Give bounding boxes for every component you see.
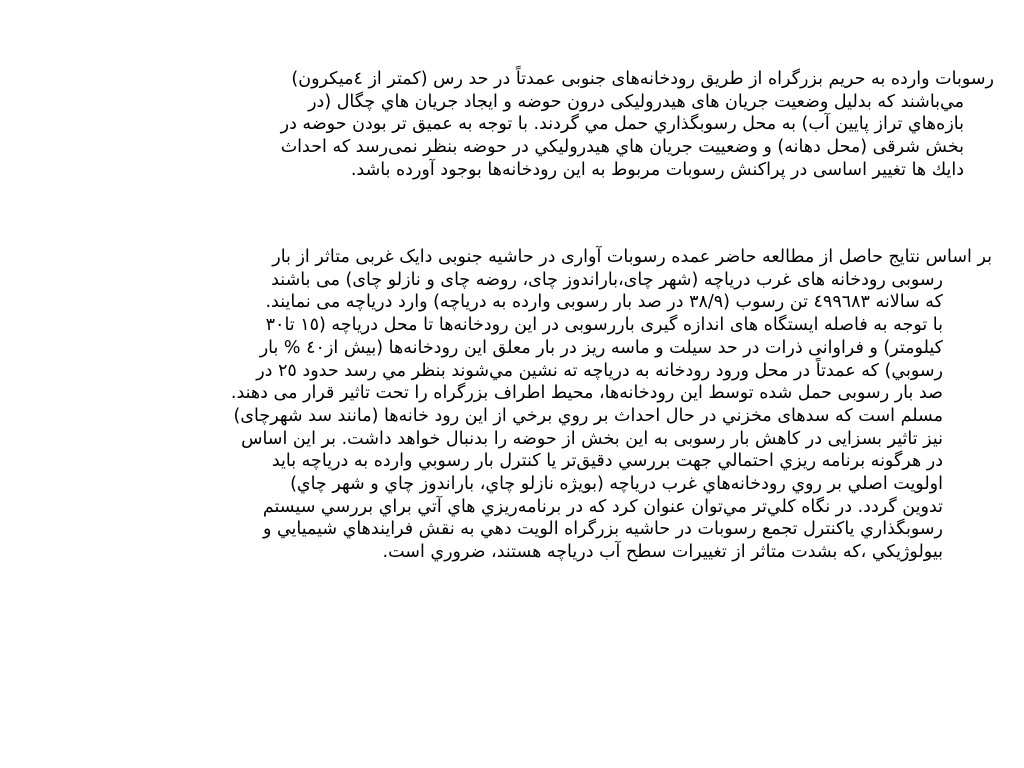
paragraph-line: رسوبي) كه عمدتاً در محل ورود رودخانه به درياچه ته نشين مي‌شوند بنظر مي رسد حدود ٢٥ در <box>256 360 943 381</box>
paragraph-line: در هرگونه برنامه ريزي احتمالي جهت بررسي دقيق‌تر يا كنترل بار رسوبي وارده به درياچه بايد <box>271 451 943 472</box>
paragraph-line: صد بار رسوبی حمل شده توسط اين رودخانه‌ها، محيط اطراف بزرگراه را تحت تاثير قرار می دهند. <box>230 383 943 404</box>
paragraph-sediment-clay <box>34 68 994 182</box>
paragraph-line: دايك ها تغيير اساسی در پراكنش رسوبات مربوط به اين رودخانه‌ها بوجود آورده باشد. <box>350 159 964 180</box>
paragraph-line: رسوبگذاري ياكنترل تجمع رسوبات در حاشيه بزرگراه الويت دهي به نقش فرايندهاي شيميايي و <box>262 519 943 540</box>
paragraph-line: تدوين گردد. در نگاه كلي‌تر مي‌توان عنوان كرد كه در برنامه‌ريزي هاي آتي براي بررسي سيستم <box>262 496 943 517</box>
paragraph-line: بيولوژيكي ،كه بشدت متاثر از تغييرات سطح آب درياچه هستند، ضروري است. <box>382 542 943 563</box>
paragraph-line: كه سالانه ٤٩٩٦٨٣ تن رسوب (٣٨/٩ در صد بار رسوبی وارده به درياچه) وارد درياچه می نمايند. <box>265 292 943 313</box>
paragraph-line: بر اساس نتايج حاصل از مطالعه حاضر عمده رسوبات آواری در حاشيه جنوبی دايک غربی متاثر از بار <box>272 247 992 267</box>
paragraph-line: بازه‌هاي تراز پايين آب) به محل رسوبگذاري حمل مي گردند. با توجه به عميق تر بودن حوضه در <box>280 114 964 135</box>
paragraph-line: رسوبی رودخانه های غرب درياچه (شهر چای،باراندوز چای، روضه چای و نازلو چای) می باشند <box>271 269 943 290</box>
paragraph-line: مي‌باشند كه بدليل وضعيت جريان های هيدروليكی درون حوضه و ايجاد جريان هاي چگال (در <box>308 91 964 112</box>
paragraph-line: رسوبات وارده به حريم بزرگراه از طريق رودخانه‌های جنوبی عمدتاً در حد رس (كمتر از ٤ميكرون) <box>291 69 994 89</box>
paragraph-line: نيز تاثير بسزايی در كاهش بار رسوبی به اين بخش از حوضه را بدنبال خواهد داشت. بر اين اساس <box>241 428 943 449</box>
paragraph-study-results <box>2 246 992 564</box>
paragraph-line: اولويت اصلي بر روي رودخانه‌هاي غرب درياچه (بويژه نازلو چاي، باراندوز چاي و شهر چاي) <box>290 474 943 495</box>
paragraph-line: بخش شرقی (محل دهانه) و وضعييت جريان هاي هيدروليكي در حوضه بنظر نمی‌رسد كه احداث <box>280 137 964 158</box>
paragraph-line: كيلومتر) و فراوانی ذرات در حد سيلت و ماسه ريز در بار معلق اين رودخانه‌ها (بيش از٤٠ % بار <box>259 337 943 358</box>
paragraph-line: مسلم است كه سدهای مخزني در حال احداث بر روي برخي از اين رود خانه‌ها (مانند سد شهرچای) <box>233 405 943 426</box>
paragraph-line: با توجه به فاصله ايستگاه های اندازه گيری باررسوبی در اين رودخانه‌ها تا محل درياچه (١٥ تا٣٠ <box>265 315 943 336</box>
